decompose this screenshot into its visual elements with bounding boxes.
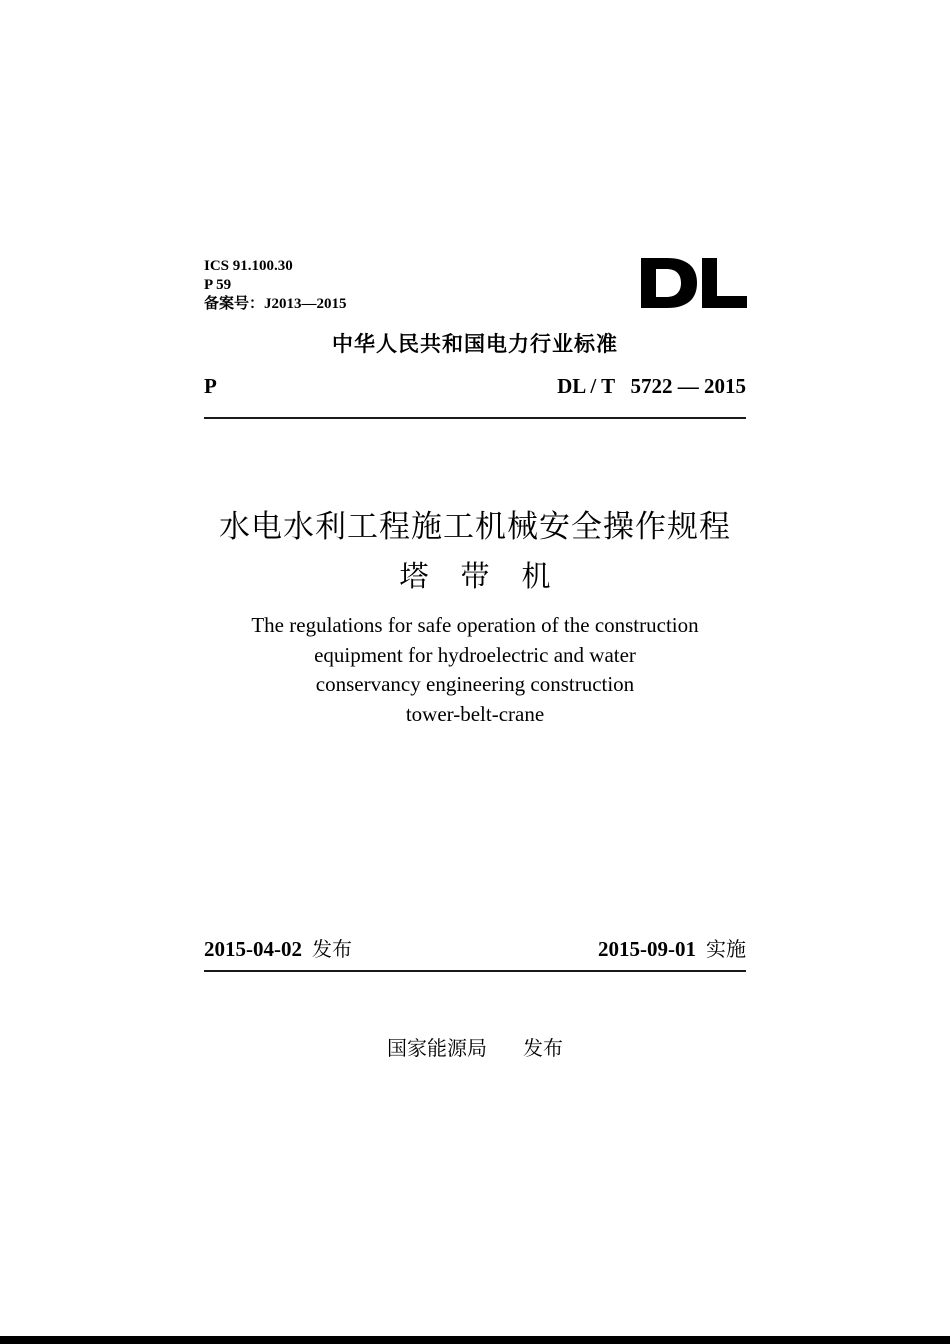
top-divider <box>204 417 746 419</box>
release-date: 2015-04-02 <box>204 937 302 961</box>
release-date-block <box>204 936 352 962</box>
title-english-line: conservancy engineering construction <box>315 672 635 696</box>
standard-number: DL / T 5722 — 2015 <box>557 374 746 398</box>
title-english-line: tower-belt-crane <box>405 701 545 726</box>
class-letter: P <box>204 374 217 398</box>
issuer-verb: 发布 <box>523 1036 563 1060</box>
filing-number: 备案号：J2013—2015 <box>204 296 347 312</box>
effective-date-block <box>598 936 746 962</box>
bottom-divider <box>204 970 746 972</box>
issuer-name: 国家能源局 <box>387 1036 487 1060</box>
standard-category: 中华人民共和国电力行业标准 <box>332 332 618 356</box>
subtitle-chinese: 塔带机 <box>399 559 583 593</box>
title-english-line: The regulations for safe operation of the construction <box>251 613 699 637</box>
dl-logo <box>641 258 747 308</box>
classification-code: P 59 <box>204 277 232 293</box>
title-chinese: 水电水利工程施工机械安全操作规程 <box>219 509 731 545</box>
release-label: 发布 <box>312 937 352 961</box>
effective-label: 实施 <box>706 937 746 961</box>
ics-code: ICS 91.100.30 <box>204 258 293 274</box>
issuer-line <box>0 1034 950 1062</box>
page-bottom-edge <box>0 1336 950 1344</box>
title-english-line: equipment for hydroelectric and water <box>314 642 636 667</box>
effective-date: 2015-09-01 <box>598 937 696 961</box>
title-english <box>0 611 950 729</box>
